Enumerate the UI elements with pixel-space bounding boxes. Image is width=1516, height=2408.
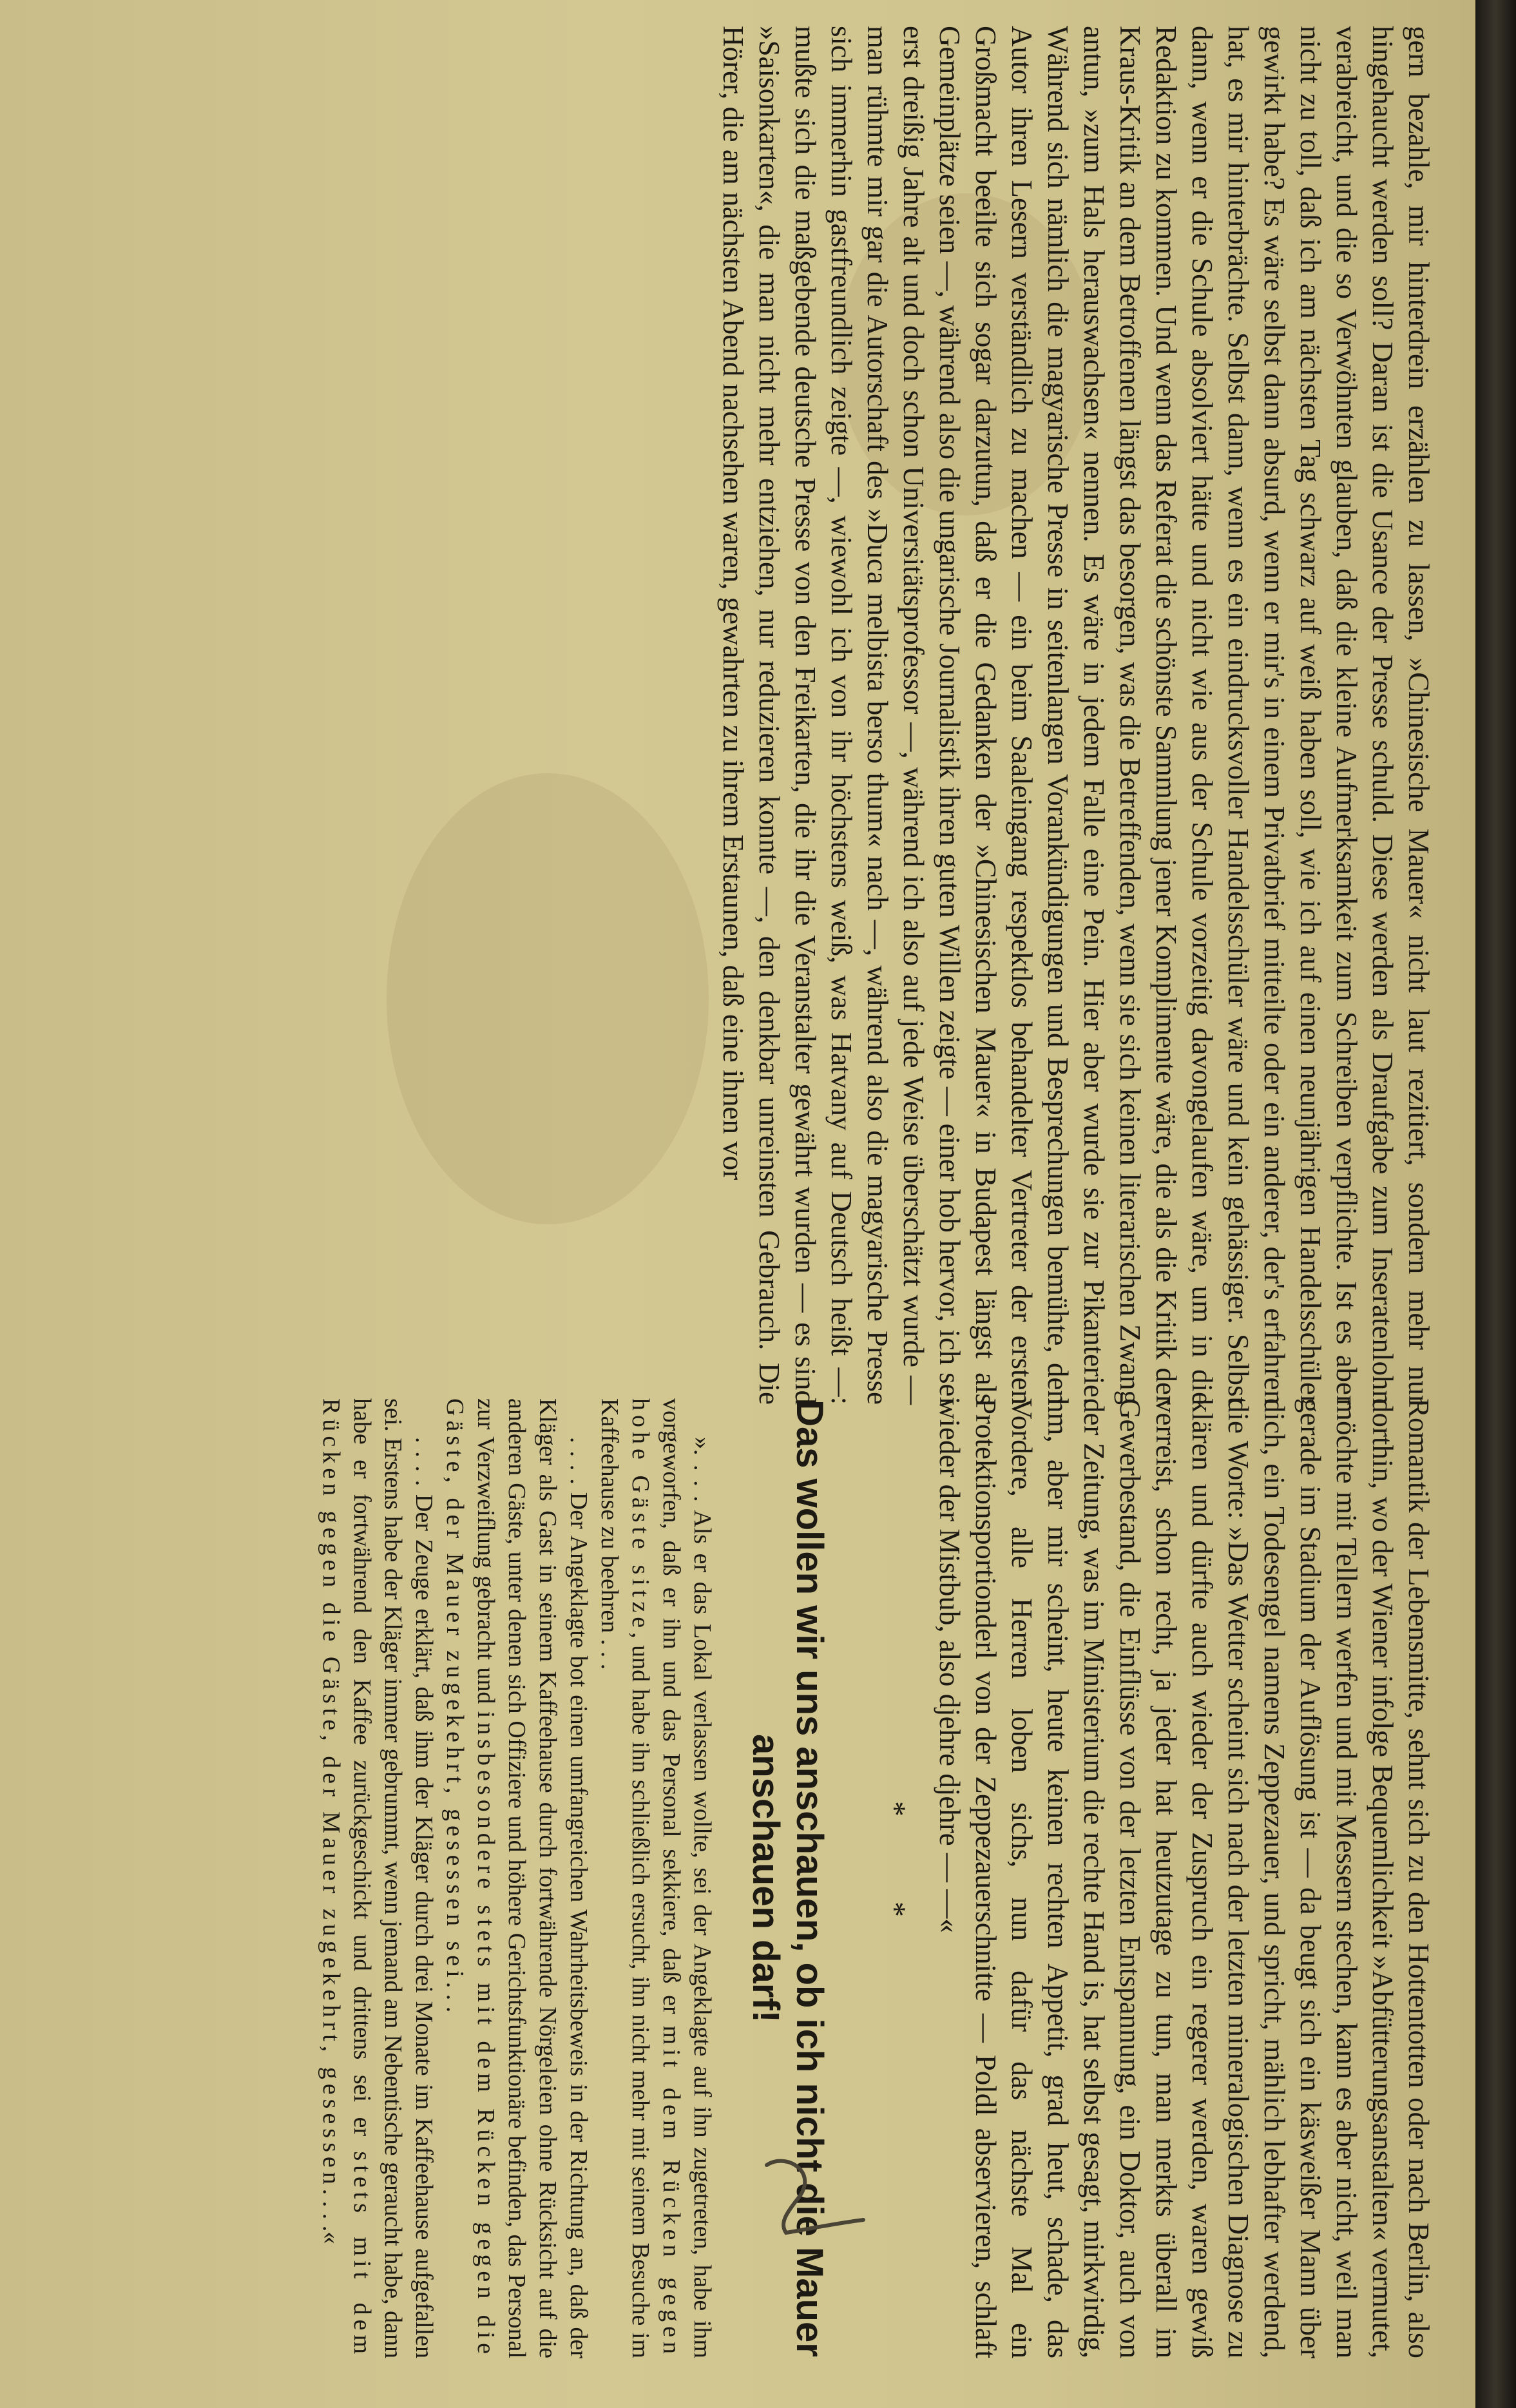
text-column-right xyxy=(0,26,1475,1405)
quote-text: . . . xyxy=(441,1981,468,2013)
quote-emphasis: insbesondere stets mit dem Rücken gegen die Gäste, der Mauer zugekehrt, gesessen sei xyxy=(441,1398,499,2359)
body-paragraph: Romantik der Lebensmitte, sehnt sich zu den Hottentotten oder nach Berlin, also dorthin, wo der Wiener infolge Bequemlichkeit »Abfütterungsanstalten« vermutet, möchte mit Tellern werfen und mit Messern stechen, kann es aber nicht, weil man gerade im Stadium der Auflösung ist — da beugt sich ein käsweißer Mann über dich, ein Todesengel namens Zeppezauer, und spricht, mählich lebhafter werdend, die Worte: »Das Wetter scheint sich nach der letzten mineralogischen Diagnose zu klären und dürfte auch wieder der Zuspruch ein regerer werden, waren gewiß verreist, schon recht, ja jeder hat heutzutage zu tun, man merkts überall im Gewerbestand, die Einflüsse von der letzten Entspannung, ein Doktor, auch von der Zeitung, was im Ministerium die rechte Hand is, hat selbst gesagt, mirkwirdig, hm, aber mir scheint, heute keinen rechten Appetit, grad heut, schade, das Vordere, alle Herren loben sichs, nun dafür das nächste Mal ein Protektionsportionderl von der Zeppezauerschnitte — Poldl abservieren, schlaft wieder der Mistbub, also djehre djehre — —« xyxy=(934,1398,1435,2358)
quote-emphasis: stets mit dem Rücken gegen die Gäste, der Mauer zugekehrt, gesessen xyxy=(318,1398,376,2358)
text-column-left xyxy=(0,1398,1475,2358)
quote-paragraph xyxy=(439,1398,594,2358)
quote-emphasis: mit dem Rücken gegen hohe Gäste sitze xyxy=(627,1398,685,2358)
quote-text: . . . .« xyxy=(318,2188,345,2244)
quote-text: , und habe ihn schließlich ersucht, ihn nicht mehr mit seinem Besuche im Kaffeehause zu beehren . . . xyxy=(596,1398,654,2358)
quote-text: ». . . . Als er das Lokal verlassen wollte, sei der Angeklagte auf ihn zugetreten, habe ihm vorgeworfen, daß er ihn und das Personal sekkiere, daß er xyxy=(658,1398,716,2358)
book-spine xyxy=(1475,0,1516,2408)
quote-text: . . . . Der Angeklagte bot einen umfangreichen Wahrheitsbeweis in der Richtung an, daß der Kläger als Gast in seinem Kaffeehause durch fortwährende Nörgeleien ohne Rücksicht auf die anderen Gäste, unter denen sich Offiziere und höhere Gerichtsfunktionäre befinden, das Personal zur Verzweiflung gebracht und xyxy=(472,1398,592,2358)
quote-paragraph xyxy=(316,1398,439,2358)
body-paragraph: gern bezahle, mir hinterdrein erzählen zu lassen, »Chinesische Mauer« nicht laut rezitiert, sondern mehr nur hingehaucht werden soll? Daran ist die Usance der Presse schuld. Diese werden als Draufgabe zum Inseratenlohn verabreicht, und die so Verwöhnten glauben, daß die kleine Aufmerksamkeit zum Schreiben verpflichte. Ist es aber nicht zu toll, daß ich am nächsten Tag schwarz auf weiß haben soll, wie ich auf einen neunjährigen Handelsschüler gewirkt habe? Es wäre selbst dann absurd, wenn er mir's in einem Privatbrief mitteilte oder ein anderer, der's erfahren hat, es mir hinterbrächte. Selbst dann, wenn es ein eindrucksvoller Handelsschüler wäre und kein gehässiger. Selbst dann, wenn er die Schule absolviert hätte und nicht wie aus der Schule vorzeitig davongelaufen wäre, um in die Redaktion zu kommen. Und wenn das Referat die schönste Sammlung jener Komplimente wäre, die als die Kritik der Kraus-Kritik an dem Betroffenen längst das besorgen, was die Betreffenden, wenn sie sich keinen literarischen Zwang antun, »zum Hals herauswachsen« nennen. Es wäre in jedem Falle eine Pein. Hier aber wurde sie zur Pikanterie. Während sich nämlich die magyarische Presse in seitenlangen Vorankündigungen und Besprechungen bemühte, den Autor ihren Lesern verständlich zu machen — ein beim Saaleingang respektlos behandelter Vertreter der ersten Großmacht beeilte sich sogar darzutun, daß er die Gedanken der »Chinesischen Mauer« in Budapest längst als Gemeinplätze seien —, während also die ungarische Journalistik ihren guten Willen zeigte — einer hob hervor, ich sei erst dreißig Jahre alt und doch schon Universitätsprofessor —, während ich also auf jede Weise überschätzt wurde — man rühmte mir gar die Autorschaft des »Duca melbista berso thum« nach —, während also die magyarische Presse sich immerhin gastfreundlich zeigte —, wiewohl ich von ihr höchstens weiß, was Hatvany auf Deutsch heißt —: mußte sich die maßgebende deutsche Presse von den Freikarten, die ihr die Veranstalter gewährt wurden — es sind »Saisonkarten«, die man nicht mehr entziehen, nur reduzieren konnte —, den denkbar unreinsten Gebrauch. Die Hörer, die am nächsten Abend nachsehen waren, gewahrten zu ihrem Erstaunen, daß eine ihnen vor xyxy=(717,26,1435,1405)
handwritten-page-number xyxy=(741,2146,883,2249)
quote-paragraph xyxy=(594,1398,718,2358)
article-headline: Das wollen wir uns anschauen, ob ich nicht die Mauer anschauen darf! xyxy=(745,1400,830,2357)
quote-text: . . . . Der Zeuge erklärt, daß ihm der Kläger durch drei Monate im Kaffeehause aufgefallen sei. Erstens habe der Kläger immer gebrummt, wenn jemand am Nebentische geraucht habe, dann habe er fortwährend den Kaffee zurückgeschickt und drittens sei er xyxy=(349,1398,437,2358)
section-separator: * * xyxy=(878,1801,912,1956)
